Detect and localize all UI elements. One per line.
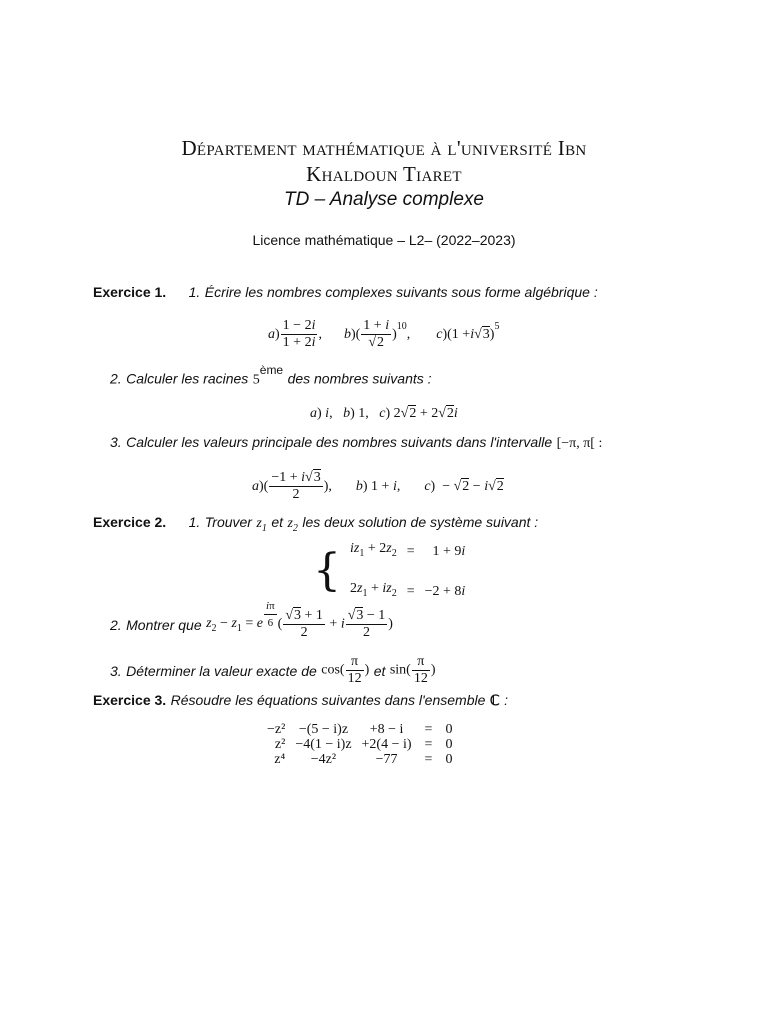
ex1-q2-five: 5 [252,372,260,388]
ex2-q1-text-b: et [271,514,284,530]
ex2-q1-text-c: les deux solution de système suivant : [302,514,539,530]
ex1-q3 [110,434,602,452]
eq-rhs: 0 [445,722,453,737]
ex3-equations [262,722,457,767]
equation-row [262,752,457,767]
doc-subtitle: Licence mathématique – L2– (2022–2023) [252,232,516,248]
eq-equals: = [424,722,433,737]
ex3-colon: : [504,692,508,708]
ex2-q2-number: 2. [110,616,122,633]
ex1-q2-text-b: des nombres suivants : [287,370,432,387]
eq-rhs: 0 [445,752,453,767]
eq-equals: = [424,737,433,752]
complex-set-symbol: ℂ [489,694,500,709]
ex1-q3-formulas: a )( $\frac{-1 + i√3}{2}$ ), b) 1 + i, c) − √2 − i√2 [252,470,504,502]
eq-term: +2(4 − i) [361,737,412,752]
eq-term: −z² [267,722,286,737]
exercise-3-label: Exercice 3. [93,692,167,708]
eq-term: −77 [375,752,398,767]
ex1-q3-interval: [−π, π[ : [556,436,603,451]
ex1-q2 [110,363,432,388]
eq-term: −4(1 − i)z [295,737,352,752]
ex2-q2: 2. Montrer que $z_2 - z_1 = e$ $\frac{i\pi}{6}$ ( $\frac{√3 + 1}{2}$ + i $\frac{√3 - 1}{2}$ ) [110,600,393,640]
ex2-q3-text-a: Déterminer la valeur exacte de [126,662,317,679]
eq-equals: = [424,752,433,767]
ex2-q1-number: 1. [188,514,201,530]
system-brace: { [313,545,341,596]
eq-rhs: 0 [445,737,453,752]
ex1-q1-number: 1. [188,284,201,300]
ex1-q1-text: Écrire les nombres complexes suivants sous forme algébrique : [204,284,598,300]
eq-term: +8 − i [369,722,404,737]
ex2-q2-text: Montrer que [126,616,202,633]
doc-title-line2: Khaldoun Tiaret [306,162,462,186]
ex2-q3-text-b: et [373,662,386,679]
doc-title-line1: Département mathématique à l'université Ibn [181,136,587,160]
ex1-q2-superscript: ème [259,363,284,377]
eq-term: −(5 − i)z [298,722,349,737]
ex1-q3-text: Calculer les valeurs principale des nombres suivants dans l'intervalle [126,434,553,450]
ex1-q2-text-a: Calculer les racines [126,370,249,387]
eq-term: z² [274,737,286,752]
ex2-q3-number: 3. [110,662,122,679]
ex1-q1-formulas: a ) $\frac{1 - 2i}{1 + 2i}$ , b )( $\frac{1 + i}{√2}$ ) $^{10}$ , c )(1 + i √ 3 ) $^5$ [268,318,500,350]
exercise-1-label: Exercice 1. [93,284,167,300]
equation-row [262,722,457,737]
ex1-q2-formulas: a) i, b) 1, c) 2√2 + 2√2i [310,406,458,421]
exercise-1-heading [93,284,598,302]
exercise-2-heading: Exercice 2. 1. Trouver $z_1$ et $z_2$ les deux solution de système suivant : [93,514,539,534]
eq-term: z⁴ [274,752,286,767]
exercise-3-heading [93,692,508,710]
doc-title-line3: TD – Analyse complexe [284,189,484,210]
ex2-q3: 3. Déterminer la valeur exacte de cos( $\frac{\pi}{12}$ ) et sin( $\frac{\pi}{12}$ ) [110,654,436,686]
exercise-2-label: Exercice 2. [93,514,167,530]
ex2-q1-text-a: Trouver [204,514,252,530]
eq-term: −4z² [310,752,337,767]
ex1-q2-number: 2. [110,370,122,387]
ex2-system: { $iz_1 + 2z_2$ = 1 + 9i $2z_1 + iz_2$ = −2 + 8i [313,541,466,599]
ex3-text: Résoudre les équations suivantes dans l'ensemble [170,692,486,708]
equation-row [262,737,457,752]
ex1-q3-number: 3. [110,434,122,450]
